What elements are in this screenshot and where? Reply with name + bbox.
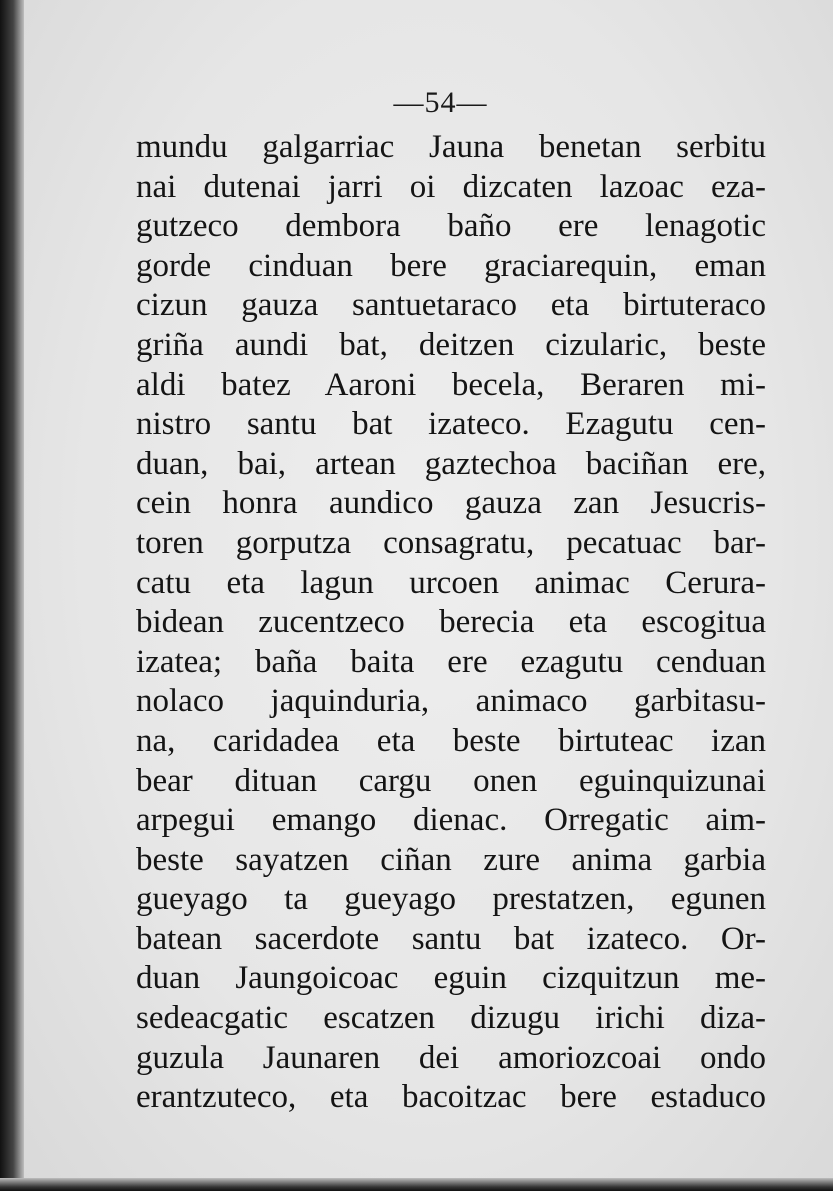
text-line: nolaco jaquinduria, animaco garbitasu- <box>136 683 766 720</box>
text-line: beste sayatzen ciñan zure anima garbia <box>136 841 766 878</box>
text-line: cizun gauza santuetaraco eta birtuteraco <box>136 287 766 324</box>
text-line: aldi batez Aaroni becela, Beraren mi- <box>136 366 766 403</box>
text-line: bidean zucentzeco berecia eta escogitua <box>136 604 766 641</box>
text-line: gueyago ta gueyago prestatzen, egunen <box>136 881 766 918</box>
binding-edge-shadow <box>0 0 24 1191</box>
text-line: catu eta lagun urcoen animac Cerura- <box>136 564 766 601</box>
bottom-edge-shadow <box>0 1178 833 1191</box>
text-line: arpegui emango dienac. Orregatic aim- <box>136 802 766 839</box>
text-line: toren gorputza consagratu, pecatuac bar- <box>136 524 766 561</box>
text-line: na, caridadea eta beste birtuteac izan <box>136 722 766 759</box>
text-line: griña aundi bat, deitzen cizularic, beste <box>136 326 766 363</box>
text-line: duan, bai, artean gaztechoa baciñan ere, <box>136 445 766 482</box>
text-line: guzula Jaunaren dei amoriozcoai ondo <box>136 1039 766 1076</box>
text-line: cein honra aundico gauza zan Jesucris- <box>136 485 766 522</box>
text-line: izatea; baña baita ere ezagutu cenduan <box>136 643 766 680</box>
text-line: nistro santu bat izateco. Ezagutu cen- <box>136 406 766 443</box>
text-line: sedeacgatic escatzen dizugu irichi diza- <box>136 1000 766 1037</box>
body-text <box>136 128 766 1118</box>
text-line: batean sacerdote santu bat izateco. Or- <box>136 920 766 957</box>
text-line: gutzeco dembora baño ere lenagotic <box>136 208 766 245</box>
text-line: gorde cinduan bere graciarequin, eman <box>136 247 766 284</box>
page-number: —54— <box>393 86 488 119</box>
book-page <box>24 0 833 1185</box>
text-line: duan Jaungoicoac eguin cizquitzun me- <box>136 960 766 997</box>
text-line: bear dituan cargu onen eguinquizunai <box>136 762 766 799</box>
text-line: nai dutenai jarri oi dizcaten lazoac eza- <box>136 168 766 205</box>
text-line: erantzuteco, eta bacoitzac bere estaduco <box>136 1079 766 1116</box>
text-line: mundu galgarriac Jauna benetan serbitu <box>136 129 766 165</box>
